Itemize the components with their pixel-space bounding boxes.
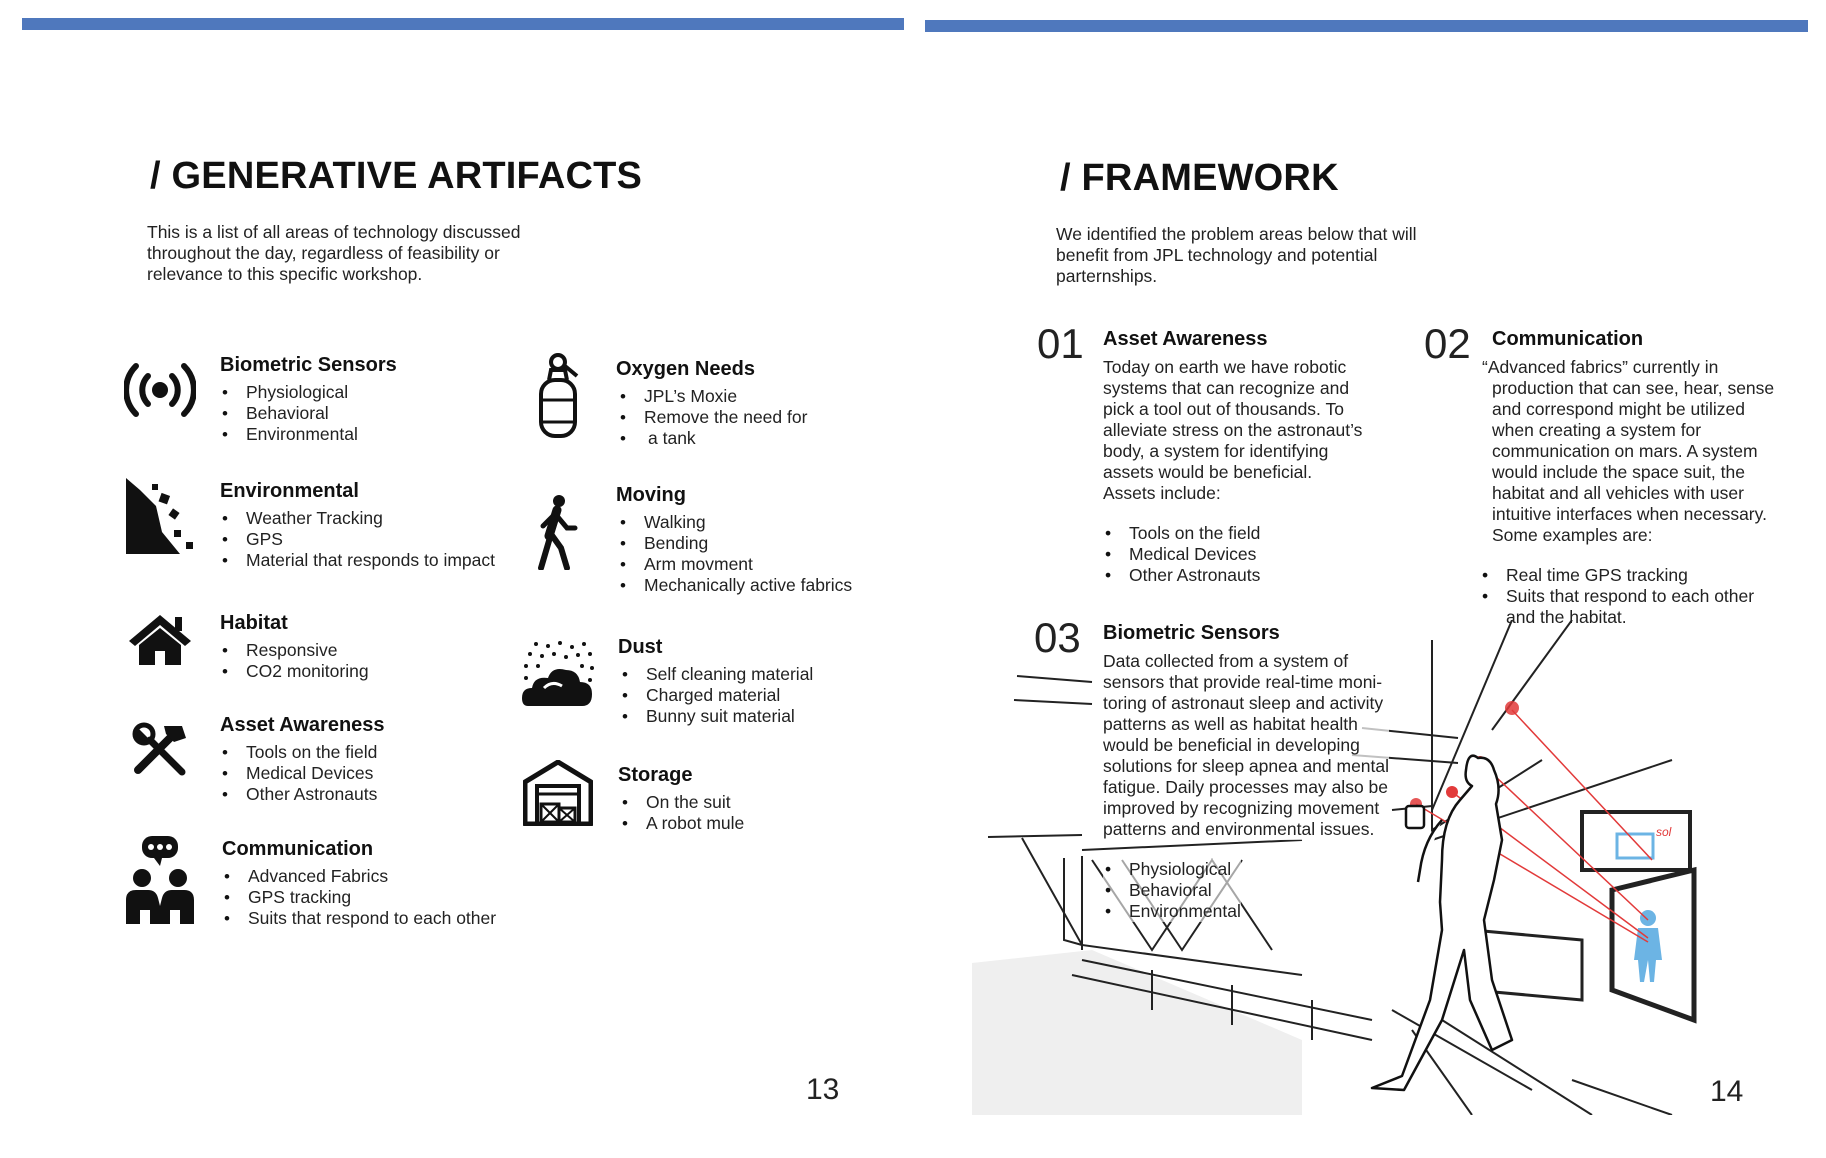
walking-person-icon (520, 484, 596, 580)
body-line: “Advanced fabrics” currently in (1482, 357, 1719, 377)
list-item: • Bunny suit material (620, 706, 813, 727)
tools-icon (122, 714, 198, 790)
warehouse-icon (520, 758, 596, 828)
list-item: • Medical Devices (220, 763, 377, 784)
list-item: • Environmental (220, 424, 358, 445)
body-line: when creating a system for (1492, 420, 1702, 440)
artifact-list (222, 866, 496, 929)
body-line: alleviate stress on the astronaut’s (1103, 420, 1363, 440)
list-item: • Other Astronauts (220, 784, 377, 805)
body-line: would include the space suit, the (1492, 462, 1745, 482)
section-body (1103, 357, 1362, 504)
house-icon (122, 610, 198, 670)
body-line: Assets include: (1103, 483, 1221, 503)
body-line: pick a tool out of thousands. To (1103, 399, 1344, 419)
page-number-right: 14 (1710, 1075, 1744, 1108)
section-heading: Communication (1492, 328, 1644, 350)
section-list (1103, 859, 1241, 922)
people-chat-icon (122, 836, 198, 926)
section-list (1480, 565, 1754, 628)
body-line: communication on mars. A system (1492, 441, 1758, 461)
right-page-intro: We identified the problem areas below that will benefit from JPL technology and potential parternships. (1056, 224, 1417, 286)
list-item: • Suits that respond to each other (1480, 586, 1754, 607)
body-line: solutions for sleep apnea and mental (1103, 756, 1390, 776)
section-body (1482, 357, 1774, 546)
body-line: patterns as well as habitat health (1103, 714, 1358, 734)
left-page-intro: This is a list of all areas of technology discussed throughout the day, regardless of feasibility or relevance to this specific workshop. (147, 222, 521, 284)
list-item: • Suits that respond to each other (222, 908, 496, 929)
artifact-heading: Dust (618, 636, 663, 658)
artifact-list (618, 512, 852, 596)
list-item: • Real time GPS tracking (1480, 565, 1754, 586)
body-line: and correspond might be utilized (1492, 399, 1745, 419)
artifact-heading: Environmental (220, 480, 359, 502)
body-line: habitat and all vehicles with user (1492, 483, 1744, 503)
artifact-list (620, 792, 744, 834)
list-item: • A robot mule (620, 813, 744, 834)
body-line: Some examples are: (1492, 525, 1653, 545)
broadcast-icon (122, 350, 198, 430)
list-item: • Other Astronauts (1103, 565, 1260, 586)
list-item: and the habitat. (1506, 607, 1627, 627)
body-line: improved by recognizing movement (1103, 798, 1380, 818)
svg-text:sol: sol (1656, 825, 1672, 839)
body-line: intuitive interfaces when necessary. (1492, 504, 1767, 524)
left-page-accent-bar (22, 18, 904, 30)
artifact-heading: Oxygen Needs (616, 358, 755, 380)
list-item: • Responsive (220, 640, 369, 661)
section-heading: Biometric Sensors (1103, 622, 1280, 644)
habitat-illustration (972, 620, 1808, 1115)
body-line: body, a system for identifying (1103, 441, 1329, 461)
landslide-icon (122, 476, 198, 556)
list-item: • Physiological (220, 382, 358, 403)
artifact-list (220, 382, 358, 445)
artifact-heading: Moving (616, 484, 686, 506)
artifact-heading: Biometric Sensors (220, 354, 397, 376)
list-item: • GPS (220, 529, 495, 550)
list-item: • Behavioral (1103, 880, 1241, 901)
section-body (1103, 651, 1389, 840)
list-item: • Arm movment (618, 554, 852, 575)
list-item: • Advanced Fabrics (222, 866, 496, 887)
list-item: • GPS tracking (222, 887, 496, 908)
section-heading: Asset Awareness (1103, 328, 1268, 350)
artifact-list (620, 664, 813, 727)
body-line: patterns and environmental issues. (1103, 819, 1375, 839)
section-list (1103, 523, 1260, 586)
artifact-heading: Storage (618, 764, 693, 786)
list-item: • a tank (618, 428, 807, 449)
list-item: • Tools on the field (1103, 523, 1260, 544)
artifact-list (220, 508, 495, 571)
artifact-list (220, 640, 369, 682)
list-item: • Bending (618, 533, 852, 554)
oxygen-tank-icon (520, 352, 596, 438)
list-item: • Material that responds to impact (220, 550, 495, 571)
list-item: • On the suit (620, 792, 744, 813)
left-page-title: / GENERATIVE ARTIFACTS (150, 155, 643, 197)
list-item: • CO2 monitoring (220, 661, 369, 682)
section-number: 01 (1037, 320, 1084, 367)
body-line: assets would be beneficial. (1103, 462, 1313, 482)
list-item: • Behavioral (220, 403, 358, 424)
list-item: • Walking (618, 512, 852, 533)
list-item: • Physiological (1103, 859, 1241, 880)
right-page-title: / FRAMEWORK (1060, 157, 1339, 199)
body-line: sensors that provide real-time moni- (1103, 672, 1383, 692)
body-line: toring of astronaut sleep and activity (1103, 693, 1384, 713)
body-line: Today on earth we have robotic (1103, 357, 1347, 377)
page-number-left: 13 (806, 1073, 840, 1106)
right-page-accent-bar (925, 20, 1808, 32)
artifact-heading: Communication (222, 838, 374, 860)
list-item: • JPL’s Moxie (618, 386, 807, 407)
list-item: • Weather Tracking (220, 508, 495, 529)
body-line: would be beneficial in developing (1103, 735, 1360, 755)
section-number: 02 (1424, 320, 1471, 367)
artifact-heading: Asset Awareness (220, 714, 385, 736)
artifact-heading: Habitat (220, 612, 288, 634)
list-item: • Environmental (1103, 901, 1241, 922)
artifact-list (220, 742, 377, 805)
list-item: • Tools on the field (220, 742, 377, 763)
list-item: • Remove the need for (618, 407, 807, 428)
dust-cloud-icon (520, 636, 596, 712)
list-item: • Mechanically active fabrics (618, 575, 852, 596)
section-number: 03 (1034, 614, 1081, 661)
body-line: production that can see, hear, sense (1492, 378, 1775, 398)
artifact-list (618, 386, 807, 449)
body-line: systems that can recognize and (1103, 378, 1350, 398)
list-item: • Medical Devices (1103, 544, 1260, 565)
body-line: fatigue. Daily processes may also be (1103, 777, 1388, 797)
body-line: Data collected from a system of (1103, 651, 1349, 671)
list-item: • Self cleaning material (620, 664, 813, 685)
list-item: • Charged material (620, 685, 813, 706)
